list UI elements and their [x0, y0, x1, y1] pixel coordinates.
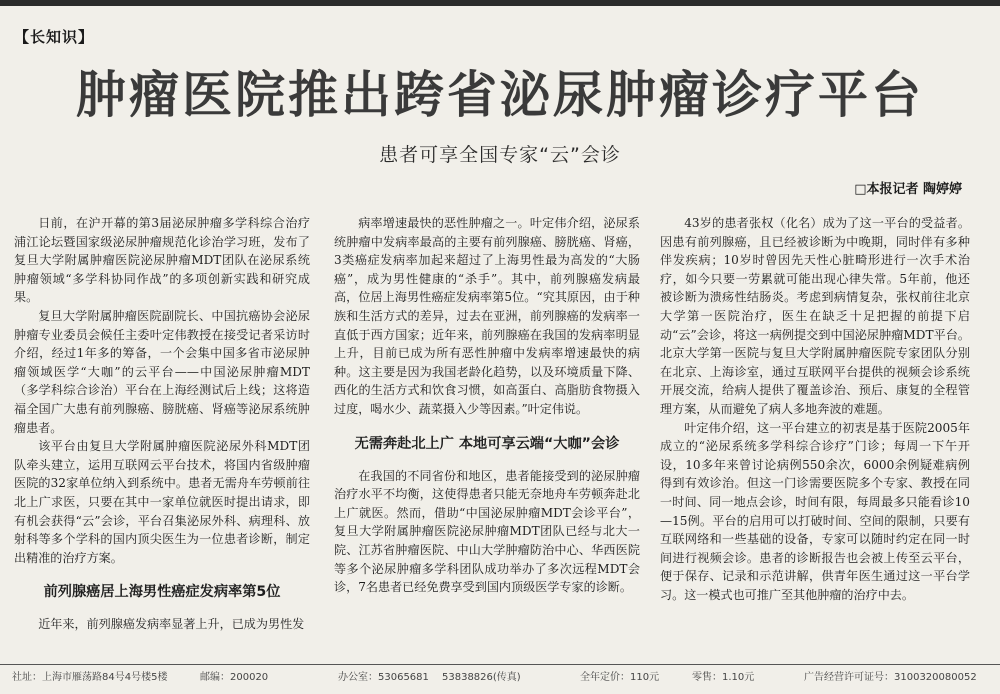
- paragraph: 复旦大学附属肿瘤医院副院长、中国抗癌协会泌尿肿瘤专业委员会候任主委叶定伟教授在接受记者采访时介绍，经过1年多的筹备，一个会集中国多省市泌尿肿瘤领域医学“大咖”的云平台——中国泌尿肿瘤MDT（多学科综合诊治）平台在上海经测试后上线；这将造福全国广大患有前列腺癌、膀胱癌、肾癌等泌尿系统肿瘤患者。: [14, 308, 310, 435]
- footer-rule: [0, 664, 1000, 665]
- footer-retail-price: 零售：1.10元: [692, 672, 755, 683]
- section-tag: 【长知识】: [14, 28, 95, 46]
- article-column-1: [14, 214, 310, 662]
- article-column-2: [334, 214, 640, 662]
- top-rule: [0, 0, 1000, 6]
- section-heading-prostate: 前列腺癌居上海男性癌症发病率第5位: [43, 584, 281, 601]
- paragraph: 叶定伟介绍，这一平台建立的初衷是基于医院2005年成立的“泌尿系统多学科综合诊疗”门诊；每周一下午开设，10多年来曾讨论病例550余次，6000余例疑难病例得到有效诊治。但这一门诊需要医院多个专家、教授在同一时间、同一地点会诊，时间有限，每周最多只能看诊10—15例。平台的启用可以打破时间、空间的限制，只要有互联网络和一些基础的设备，专家可以随时约定在同一时间进行视频会诊。患者的诊断报告也会被上传至云平台，便于保存、记录和示范讲解，供青年医生通过这一平台学习。这一模式也可推广至其他肿瘤的治疗中去。: [660, 420, 970, 602]
- footer-postcode: 邮编：200020: [200, 672, 269, 683]
- footer-office-phone: 办公室：53065681: [338, 672, 429, 683]
- paragraph: 近年来，前列腺癌发病率显著上升，已成为男性发: [38, 617, 305, 632]
- footer-ad-license: 广告经营许可证号：3100320080052: [804, 672, 977, 683]
- headline: 肿瘤医院推出跨省泌尿肿瘤诊疗平台: [76, 66, 924, 124]
- paragraph: 在我国的不同省份和地区，患者能接受到的泌尿肿瘤治疗水平不均衡，这使得患者只能无奈地舟车劳顿奔赴北上广就医。然而，借助“中国泌尿肿瘤MDT会诊平台”，复旦大学附属肿瘤医院泌尿肿瘤MDT团队已经与北大一院、江苏省肿瘤医院、中山大学肿瘤防治中心、华西医院等多个泌尿肿瘤多学科团队成功举办了多次远程MDT会诊，7名患者已经免费享受到国内顶级医学专家的诊断。: [334, 468, 640, 595]
- footer-address: 社址：上海市雁荡路84号4号楼5楼: [12, 672, 168, 683]
- paragraph: 该平台由复旦大学附属肿瘤医院泌尿外科MDT团队牵头建立，运用互联网云平台技术，将国内省级肿瘤医院的32家单位纳入到系统中。患者无需舟车劳顿前往北上广求医，只要在其中一家单位就医时提出请求，即有机会获得“云”会诊，平台召集泌尿外科、病理科、放射科等多个学科的国内顶尖医生为一位患者诊断，制定出精准的治疗方案。: [14, 439, 310, 565]
- section-heading-cloud-consultation: 无需奔赴北上广 本地可享云端“大咖”会诊: [354, 435, 620, 452]
- footer-fax: 53838826(传真): [442, 672, 521, 683]
- article-column-3: [660, 214, 970, 662]
- paragraph: 43岁的患者张权（化名）成为了这一平台的受益者。因患有前列腺癌，且已经被诊断为中晚期，同时伴有多种伴发疾病；10岁时曾因先天性心脏畸形进行一次手术治疗，如今只要一劳累就可能出现心律失常。5年前，他还被诊断为溃疡性结肠炎。考虑到病情复杂，张权前往北京大学第一医院治疗，医生在缺乏十足把握的前提下启动“云”会诊，将这一病例提交到中国泌尿肿瘤MDT平台。北京大学第一医院与复旦大学附属肿瘤医院专家团队分别在北京、上海诊室，通过互联网平台提供的视频会诊系统开展交流，给病人提供了覆盖诊治、预后、康复的全程管理方案，从而避免了病人多地奔波的难题。: [660, 216, 970, 416]
- footer: [12, 668, 988, 688]
- footer-annual-price: 全年定价：110元: [580, 672, 660, 683]
- byline: □本报记者 陶婷婷: [854, 182, 962, 197]
- paragraph: 病率增速最快的恶性肿瘤之一。叶定伟介绍，泌尿系统肿瘤中发病率最高的主要有前列腺癌、膀胱癌、肾癌，3类癌症发病率加起来超过了上海男性最为高发的“大肠癌”，成为男性健康的“杀手”。其中，前列腺癌发病最高，位居上海男性癌症发病率第5位。“究其原因，由于种族和生活方式的差异，过去在亚洲，前列腺癌的发病率一直低于西方国家；近年来，前列腺癌在我国的发病率明显上升，目前已成为所有恶性肿瘤中发病率增速最快的病种。这主要是因为我国老龄化趋势，以及环境质量下降、西化的生活方式和饮食习惯，如高蛋白、高脂肪食物摄入过度，喝水少、蔬菜摄入少等因素。”叶定伟说。: [334, 216, 640, 416]
- subheadline: 患者可享全国专家“云”会诊: [379, 144, 621, 166]
- paragraph: 日前，在沪开幕的第3届泌尿肿瘤多学科综合治疗浦江论坛暨国家级泌尿肿瘤规范化诊治学习班，发布了复旦大学附属肿瘤医院泌尿肿瘤MDT团队在泌尿系统肿瘤领域“多学科协同作战”的多项创新实践和研究成果。: [14, 216, 310, 305]
